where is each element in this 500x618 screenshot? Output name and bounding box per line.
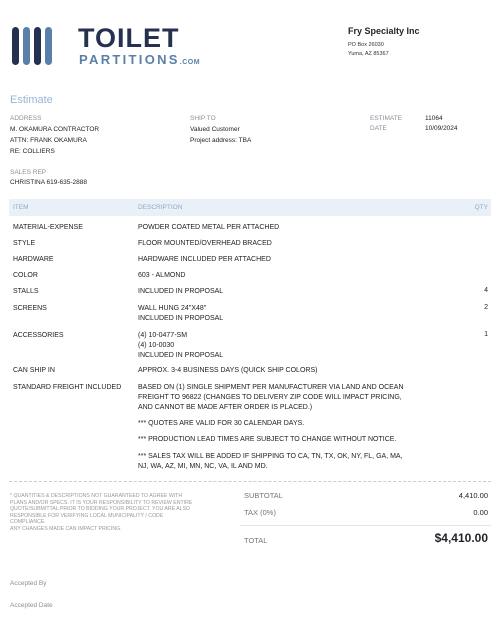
row-description bbox=[138, 331, 428, 361]
description-line: AND CANNOT BE MADE AFTER ORDER IS PLACED.) bbox=[138, 404, 313, 411]
row-item: STALLS bbox=[13, 288, 39, 295]
address-block bbox=[10, 124, 99, 157]
disclaimer-line: RESPONSIBLE FOR VERIFYING LOCAL MUNICIPALITY / CODE bbox=[10, 512, 164, 519]
row-qty: 4 bbox=[484, 287, 488, 294]
description-line: INCLUDED IN PROPOSAL bbox=[138, 288, 224, 295]
description-line: HARDWARE INCLUDED PER ATTACHED bbox=[138, 256, 271, 263]
logo-bar bbox=[34, 27, 41, 65]
row-qty: 2 bbox=[484, 304, 488, 311]
total-value: $4,410.00 bbox=[434, 531, 488, 545]
logo-title: TOILET bbox=[78, 23, 180, 53]
row-qty: 1 bbox=[484, 331, 488, 338]
description-line: POWDER COATED METAL PER ATTACHED bbox=[138, 224, 280, 231]
ship-to-line: Project address: TBA bbox=[190, 137, 252, 144]
row-item: STANDARD FREIGHT INCLUDED bbox=[13, 384, 122, 391]
description-line: (4) 10-0030 bbox=[138, 342, 175, 349]
company-name: Fry Specialty Inc bbox=[348, 26, 420, 36]
note-line: NJ, WA, AZ, MI, MN, NC, VA, IL AND MD. bbox=[138, 463, 268, 470]
ship-to-label: SHIP TO bbox=[190, 115, 216, 122]
description-line: FREIGHT TO 96822 (CHANGES TO DELIVERY ZIP CODE WILL IMPACT PRICING, bbox=[138, 394, 402, 401]
accepted-date-label: Accepted Date bbox=[10, 602, 53, 609]
sales-rep-label: SALES REP bbox=[10, 169, 47, 176]
row-description bbox=[138, 366, 428, 376]
description-line: INCLUDED IN PROPOSAL bbox=[138, 315, 224, 322]
note-line: *** PRODUCTION LEAD TIMES ARE SUBJECT TO CHANGE WITHOUT NOTICE. bbox=[138, 436, 397, 443]
disclaimer-line: ANY CHANGES MADE CAN IMPACT PRICING. bbox=[10, 525, 122, 532]
row-item: MATERIAL-EXPENSE bbox=[13, 224, 83, 231]
row-item: ACCESSORIES bbox=[13, 332, 64, 339]
date-value: 10/09/2024 bbox=[425, 125, 458, 132]
row-item: CAN SHIP IN bbox=[13, 367, 55, 374]
description-line: FLOOR MOUNTED/OVERHEAD BRACED bbox=[138, 240, 272, 247]
note-line: *** SALES TAX WILL BE ADDED IF SHIPPING TO CA, TN, TX, OK, NY, FL, GA, MA, bbox=[138, 453, 403, 460]
subtotal-value: 4,410.00 bbox=[458, 491, 488, 500]
company-logo-icon bbox=[12, 27, 54, 65]
total-label: TOTAL bbox=[244, 536, 268, 545]
logo-subtitle-text: PARTITIONS bbox=[79, 52, 180, 67]
totals-divider bbox=[240, 525, 491, 526]
note-lead-times bbox=[138, 435, 428, 445]
address-line: RE: COLLIERS bbox=[10, 148, 55, 155]
disclaimer-line: COMPLIANCE. bbox=[10, 519, 46, 525]
section-divider bbox=[9, 481, 491, 482]
disclaimer-line: QUOTE/SUBMITTAL PRIOR TO BIDDING YOUR PROJECT. YOU ARE ALSO bbox=[10, 506, 191, 512]
ship-to-block bbox=[190, 124, 251, 146]
row-item: STYLE bbox=[13, 240, 36, 247]
logo-subtitle bbox=[79, 52, 200, 71]
logo-bar bbox=[23, 27, 30, 65]
address-label: ADDRESS bbox=[10, 115, 42, 122]
logo-bar bbox=[12, 27, 19, 65]
row-description bbox=[138, 304, 428, 324]
note-line: *** QUOTES ARE VALID FOR 30 CALENDAR DAYS. bbox=[138, 420, 305, 427]
sales-rep-value: CHRISTINA 619-635-2888 bbox=[10, 179, 87, 186]
company-address-line1: PO Box 26030 bbox=[348, 42, 384, 48]
tax-label: TAX (0%) bbox=[244, 508, 276, 517]
row-description bbox=[138, 255, 428, 265]
estimate-number-label: ESTIMATE bbox=[370, 115, 403, 122]
address-line: ATTN: FRANK OKAMURA bbox=[10, 137, 87, 144]
table-header bbox=[9, 199, 491, 216]
description-line: 603 - ALMOND bbox=[138, 272, 186, 279]
row-description bbox=[138, 383, 428, 413]
logo-domain: .COM bbox=[179, 59, 201, 66]
row-item: SCREENS bbox=[13, 305, 47, 312]
description-line: BASED ON (1) SINGLE SHIPMENT PER MANUFACTURER VIA LAND AND OCEAN bbox=[138, 384, 404, 391]
note-sales-tax bbox=[138, 452, 428, 472]
column-header-description: DESCRIPTION bbox=[138, 204, 183, 211]
row-item: HARDWARE bbox=[13, 256, 54, 263]
subtotal-label: SUBTOTAL bbox=[244, 491, 283, 500]
description-line: WALL HUNG 24"X48" bbox=[138, 305, 207, 312]
disclaimer bbox=[10, 493, 230, 532]
date-label: DATE bbox=[370, 125, 387, 132]
description-line: APPROX. 3-4 BUSINESS DAYS (QUICK SHIP COLORS) bbox=[138, 367, 318, 374]
disclaimer-line: PLANS AND/OR SPECS. IT IS YOUR RESPONSIBILITY TO REVIEW ENTIRE bbox=[10, 499, 193, 506]
estimate-number: 11064 bbox=[425, 115, 443, 122]
row-description bbox=[138, 223, 428, 233]
logo-bar bbox=[45, 27, 52, 65]
description-line: (4) 10-0477-SM bbox=[138, 332, 188, 339]
row-description bbox=[138, 271, 428, 281]
row-description bbox=[138, 239, 428, 249]
row-description bbox=[138, 287, 428, 297]
page-title: Estimate bbox=[10, 94, 53, 106]
accepted-by-label: Accepted By bbox=[10, 580, 47, 587]
column-header-item: ITEM bbox=[13, 204, 29, 211]
row-item: COLOR bbox=[13, 272, 38, 279]
tax-value: 0.00 bbox=[473, 508, 488, 517]
note-quotes-valid bbox=[138, 419, 428, 429]
address-line: M. OKAMURA CONTRACTOR bbox=[10, 126, 100, 133]
ship-to-line: Valued Customer bbox=[190, 126, 240, 133]
disclaimer-line: * QUANTITIES & DESCRIPTIONS NOT GUARANTEED TO AGREE WITH bbox=[10, 493, 183, 499]
description-line: INCLUDED IN PROPOSAL bbox=[138, 352, 224, 359]
company-address-line2: Yuma, AZ 85367 bbox=[348, 51, 389, 57]
column-header-qty: QTY bbox=[474, 204, 488, 211]
